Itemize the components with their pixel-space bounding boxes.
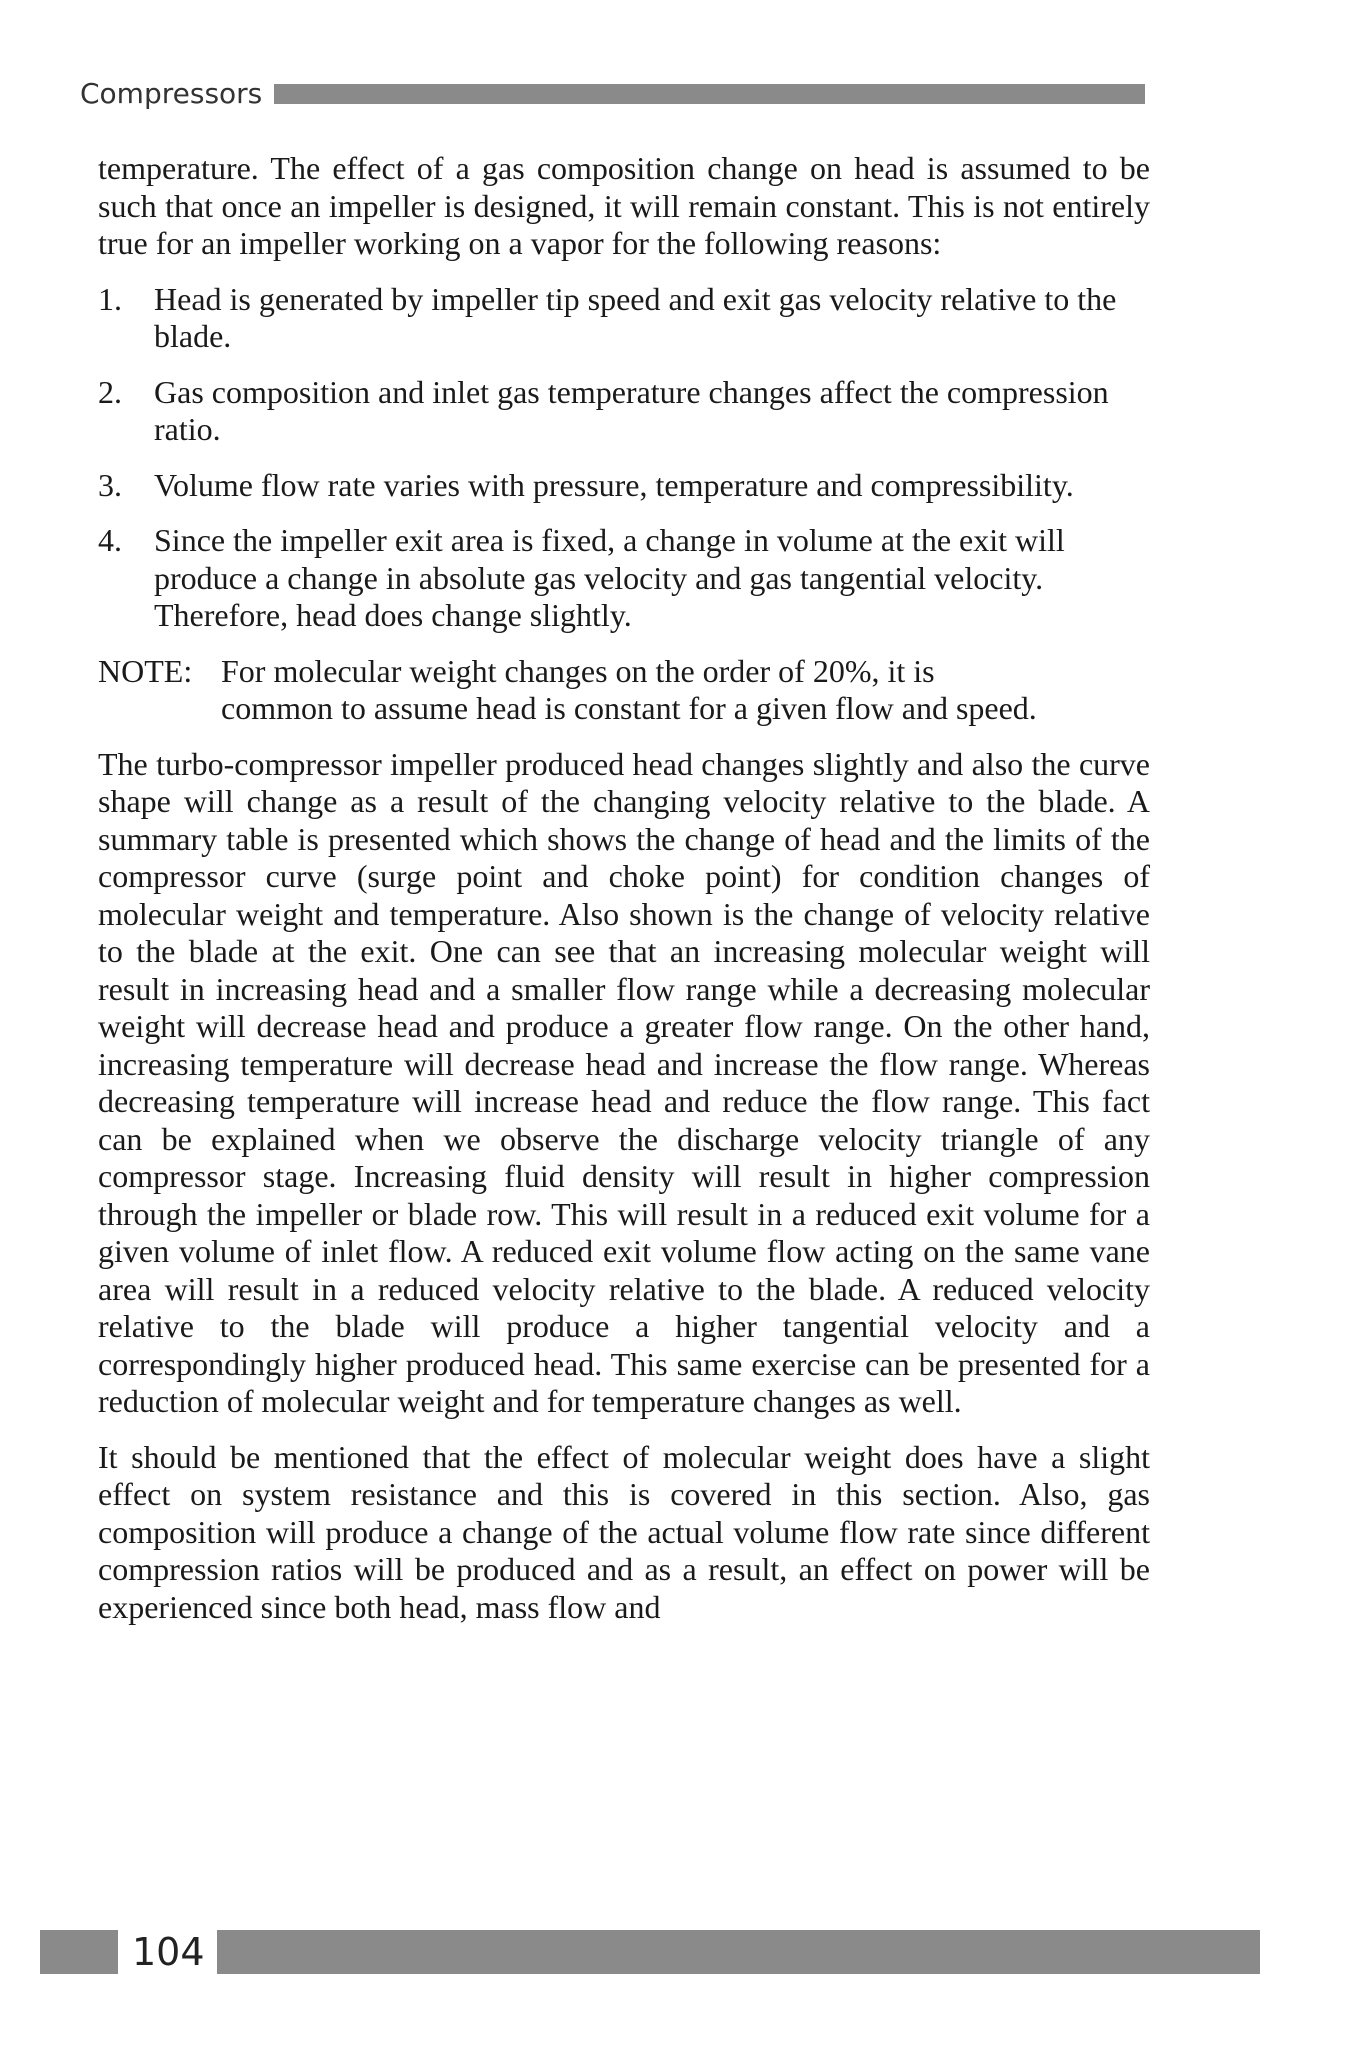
note-label: NOTE:: [98, 652, 193, 689]
list-item: [98, 522, 1150, 635]
list-item-text: Gas composition and inlet gas temperature changes affect the compression ratio.: [154, 373, 1109, 447]
reasons-list: [98, 281, 1150, 635]
paragraph-intro: temperature. The effect of a gas composition change on head is assumed to be such that once an impeller is designed, it will remain constant. This is not entirely true for an impeller working on a vapor for the following reasons:: [98, 150, 1150, 261]
list-item-text: Head is generated by impeller tip speed and exit gas velocity relative to the blade.: [154, 280, 1117, 354]
note: [98, 653, 1150, 728]
list-item-number: 3.: [98, 466, 122, 503]
note-text: For molecular weight changes on the order of 20%, it is common to assume head is constant for a given flow and speed.: [221, 652, 1037, 726]
list-item-text: Since the impeller exit area is fixed, a change in volume at the exit will produce a change in absolute gas velocity and gas tangential velocity. Therefore, head does change slightly.: [154, 522, 1065, 633]
running-header-title: Compressors: [80, 76, 263, 110]
paragraph-closing: It should be mentioned that the effect of molecular weight does have a slight effect on system resistance and this is covered in this section. Also, gas composition will produce a change of the actual volume flow rate since different compression ratios will be produced and as a result, an effect on power will be experienced since both head, mass flow and: [98, 1438, 1150, 1625]
running-header: [80, 68, 1145, 118]
list-item: [98, 467, 1150, 505]
list-item: [98, 281, 1150, 356]
page-footer: [40, 1930, 1260, 1974]
header-rule: [274, 84, 1145, 104]
footer-rule: [217, 1930, 1260, 1974]
footer-block: [40, 1930, 118, 1974]
page-body: [98, 150, 1150, 1644]
list-item-number: 1.: [98, 280, 122, 317]
page-number: 104: [132, 1930, 205, 1974]
list-item: [98, 374, 1150, 449]
list-item-number: 2.: [98, 373, 122, 410]
list-item-number: 4.: [98, 522, 122, 558]
list-item-text: Volume flow rate varies with pressure, temperature and compressibility.: [154, 466, 1074, 503]
paragraph-summary: The turbo-compressor impeller produced head changes slightly and also the curve shape will change as a result of the changing velocity relative to the blade. A summary table is presented which shows the change of head and the limits of the compressor curve (surge point and choke point) for condition changes of molecular weight and temperature. Also shown is the change of velocity relative to the blade at the exit. One can see that an increasing molecular weight will result in increasing head and a smaller flow range while a decreasing molecular weight will decrease head and produce a greater flow range. On the other hand, increasing temperature will decrease head and increase the flow range. Whereas decreasing temperature will increase head and reduce the flow range. This fact can be explained when we observe the discharge velocity triangle of any compressor stage. Increasing fluid density will result in higher compression through the impeller or blade row. This will result in a reduced exit volume for a given volume of inlet flow. A reduced exit volume flow acting on the same vane area will result in a reduced velocity relative to the blade. A reduced velocity relative to the blade will produce a higher tangential velocity and a correspondingly higher produced head. This same exercise can be presented for a reduction of molecular weight and for temperature changes as well.: [98, 745, 1150, 1419]
